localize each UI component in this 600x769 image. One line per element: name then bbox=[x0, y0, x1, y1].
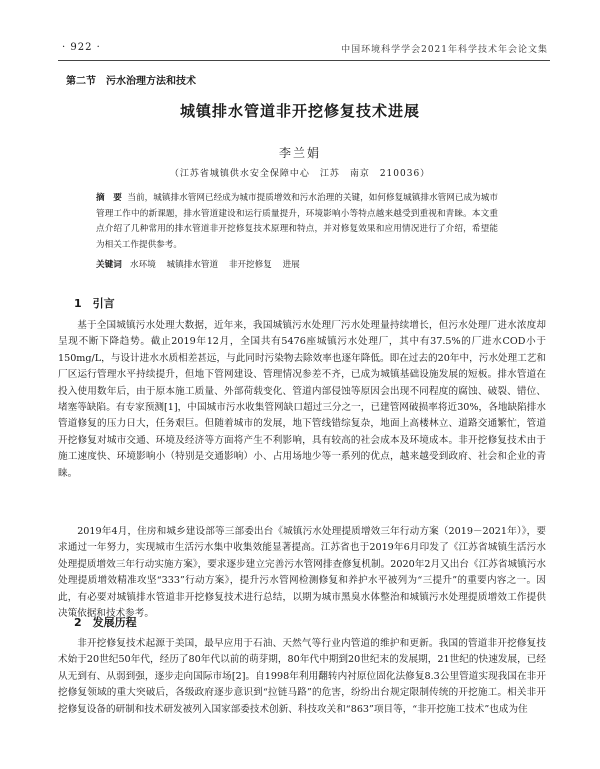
keywords-label: 关键词 bbox=[96, 260, 122, 270]
paper-title: 城镇排水管道非开挖修复技术进展 bbox=[179, 102, 420, 120]
body-paragraph: 基于全国城镇污水处理大数据，近年来，我国城镇污水处理厂污水处理量持续增长，但污水处理厂进水浓度却呈现不断下降趋势。截止2019年12月，全国共有5476座城镇污水处理厂，其中有37.5%的厂进水COD小于150mg/L，与设计进水水质相差甚远，与此同时污染物去除效率也逐年降低。即在过去的20年中，污水处理工艺和厂区运行管理水平持续提升，但地下管网建设、管理情况参差不齐，已成为城镇基础设施发展的短板。排水管道在投入使用数年后，由于原本施工质量、外部荷载变化、管道内部侵蚀等原因会出现不同程度的腐蚀、破裂、错位、堵塞等缺陷。有专家预测[1]，中国城市污水收集管网缺口超过三分之一，已建管网破损率将近30%，各地缺陷排水管道修复的压力日大，任务艰巨。但随着城市的发展，地下管线错综复杂，地面上高楼林立、道路交通繁忙，管道开挖修复对城市交通、环境及经济等方面将产生不利影响，具有较高的社会成本及环境成本。非开挖修复技术由于施工速度快、环境影响小（特别是交通影响）小、占用场地少等一系列的优点，越来越受到政府、社会和企业的青睐。 bbox=[58, 320, 546, 479]
section-heading-history: 2 发展历程 bbox=[74, 616, 137, 629]
keyword: 进展 bbox=[282, 260, 300, 270]
running-header: 中国环境科学学会2021年科学技术年会论文集 bbox=[341, 45, 548, 55]
body-paragraph: 非开挖修复技术起源于美国，最早应用于石油、天然气等行业内管道的维护和更新。我国的管道非开挖修复技术始于20世纪50年代，经历了80年代以前的萌芽期，80年代中期到20世纪末的发展期，21世纪的快速发展，已经从无到有、从弱到强，逐步走向国际市场[2]。自1998年利用翻转内衬原位固化法修复8.3公里管道实现我国在非开挖修复领域的重大突破后，各级政府逐步意识到“拉链马路”的危害，纷纷出台规定限制传统的开挖施工。相关非开挖修复设备的研制和技术研发被列入国家部委技术创新、科技攻关和“863”项目等，“非开挖施工技术”也成为住 bbox=[58, 638, 546, 715]
header-rule bbox=[58, 60, 550, 61]
author-name: 李兰娟 bbox=[278, 146, 321, 160]
keyword: 城镇排水管道 bbox=[166, 260, 219, 270]
keyword: 水环境 bbox=[130, 260, 156, 270]
section-label: 第二节 污水治理方法和技术 bbox=[66, 76, 196, 87]
section-heading-introduction: 1 引言 bbox=[74, 297, 115, 310]
body-paragraph: 2019年4月，住房和城乡建设部等三部委出台《城镇污水处理提质增效三年行动方案（2019－2021年）》，要求通过一年努力，实现城市生活污水集中收集效能显著提高。江苏省也于2019年6月印发了《江苏省城镇生活污水处理提质增效三年行动实施方案》，要求逐步建立完善污水管网排查修复机制。2020年2月又出台《江苏省城镇污水处理提质增效精准攻坚“333”行动方案》，提升污水管网检测修复和养护水平被列为“三提升”的重要内容之一。因此，有必要对城镇排水管道非开挖修复技术进行总结，以期为城市黑臭水体整治和城镇污水处理提质增效工作提供决策依据和技术参考。 bbox=[58, 526, 546, 620]
abstract-text: 当前，城镇排水管网已经成为城市提质增效和污水治理的关键，如何修复城镇排水管网已成为城市管理工作中的新课题，排水管道建设和运行质量提升，环境影响小等特点越来越受到重视和青睐。本文重点介绍了几种常用的排水管道非开挖修复技术原理和特点，并对修复效果和应用情况进行了介绍，希望能为相关工作提供参考。 bbox=[96, 193, 498, 250]
keywords bbox=[96, 258, 498, 270]
abstract bbox=[96, 191, 498, 253]
abstract-label: 摘 要 bbox=[96, 193, 122, 203]
keyword: 非开挖修复 bbox=[228, 260, 272, 270]
page-number: · 922 · bbox=[62, 42, 101, 53]
author-affiliation: （江苏省城镇供水安全保障中心 江苏 南京 210036） bbox=[169, 169, 431, 179]
